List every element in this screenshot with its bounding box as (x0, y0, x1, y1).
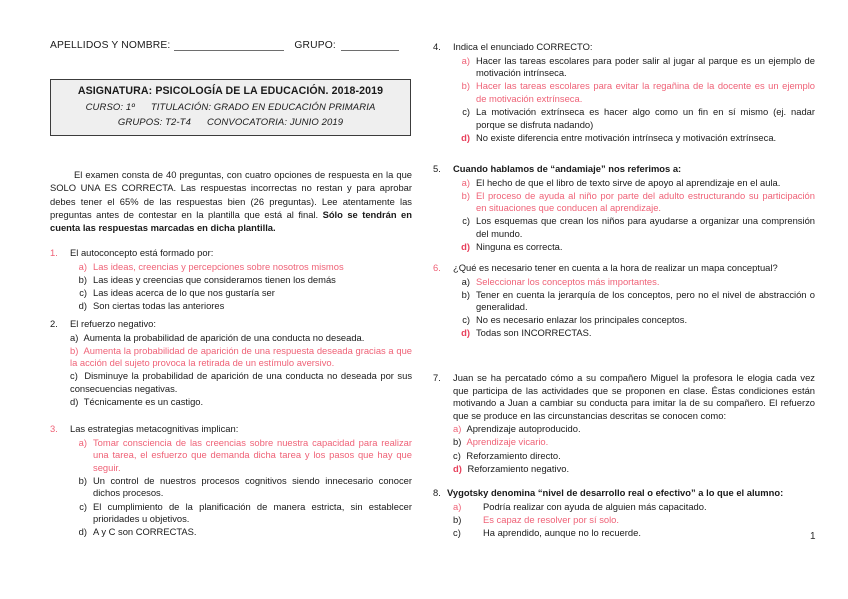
option-text: Los esquemas que crean los niños para ayudarse a organizar una comprensión del mundo. (476, 215, 815, 239)
option-letter: b) (453, 436, 462, 448)
option-letter: c) (79, 500, 87, 512)
question-7-header (433, 372, 815, 422)
question-3-number: 3. (50, 423, 58, 434)
option-letter: d) (453, 462, 462, 474)
option-text: Reforzamiento negativo. (467, 462, 570, 474)
question-7-option-c[interactable] (453, 450, 815, 463)
question-7-option-a[interactable] (453, 423, 815, 436)
question-3-option-b[interactable] (70, 475, 412, 500)
option-letter: c) (462, 215, 470, 227)
option-letter: a) (78, 436, 87, 448)
option-text: El cumplimiento de la planificación de manera estricta, sin establecer prioridades u objetivos. (93, 500, 412, 525)
question-3-header (50, 423, 412, 436)
question-4-header (433, 41, 815, 54)
option-text: Podría realizar con ayuda de alguien más capacitado. (483, 500, 707, 512)
question-5-option-c[interactable] (453, 215, 815, 240)
option-letter: d) (461, 131, 470, 143)
question-7 (433, 372, 815, 475)
question-1-options (50, 261, 412, 313)
option-text: No existe diferencia entre motivación intrínseca y motivación extrínseca. (476, 131, 777, 143)
question-4-option-b[interactable] (453, 80, 815, 105)
question-8-stem: Vygotsky denomina “nivel de desarrollo real o efectivo” a lo que el alumno: (447, 487, 784, 498)
course-degree-line (57, 102, 404, 113)
surname-name-blank[interactable] (174, 41, 284, 51)
question-1-option-c[interactable] (70, 287, 412, 300)
question-2-option-b[interactable] (70, 345, 412, 370)
groups-session-line (57, 117, 404, 128)
groups-value: GRUPOS: T2-T4 (117, 117, 191, 128)
option-text: Disminuye la probabilidad de aparición de una conducta no deseada por sus consecuencias negativas. (70, 370, 413, 394)
question-7-stem: Juan se ha percatado cómo a su compañero Miguel la profesora le elogia cada vez que participa de las actividades que se proponen en clase. Éstas condiciones están motivando a Juan a cambiar su conducta para imitar la de su compañero. El refuerzo que se produce en las circunstancias descritas se conocen como: (453, 372, 815, 421)
question-8-option-c[interactable] (453, 527, 815, 540)
option-letter: a) (70, 331, 79, 343)
option-letter: a) (461, 54, 470, 66)
question-5 (433, 163, 815, 254)
question-4-number: 4. (433, 41, 441, 52)
question-2-option-a[interactable] (70, 332, 412, 345)
option-text: Un control de nuestros procesos cognitivos siendo innecesario conocer dichos procesos. (93, 474, 412, 499)
option-letter: a) (453, 500, 462, 512)
degree-value: TITULACIÓN: GRADO EN EDUCACIÓN PRIMARIA (150, 102, 376, 113)
question-7-options (433, 423, 815, 475)
option-text: Aprendizaje autoproducido. (466, 423, 581, 435)
exam-instructions (50, 168, 412, 234)
option-text: Las ideas y creencias que consideramos tienen los demás (93, 273, 336, 285)
option-letter: c) (70, 370, 78, 382)
option-letter: a) (461, 176, 470, 188)
question-1-stem: El autoconcepto está formado por: (70, 247, 214, 258)
question-3-option-a[interactable] (70, 437, 412, 475)
question-7-number: 7. (433, 372, 441, 383)
option-text: Seleccionar los conceptos más importantes. (476, 275, 660, 287)
question-6-option-c[interactable] (453, 314, 815, 327)
option-letter: b) (78, 474, 87, 486)
question-7-option-b[interactable] (453, 436, 815, 449)
question-2-header (50, 318, 412, 331)
question-3-stem: Las estrategias metacognitivas implican: (70, 423, 239, 434)
option-text: Reforzamiento directo. (466, 449, 561, 461)
option-text: Tener en cuenta la jerarquía de los conceptos, pero no el nivel de abstracción o generalidad. (476, 288, 815, 313)
option-text: Es capaz de resolver por sí solo. (483, 513, 620, 525)
question-5-stem: Cuando hablamos de “andamiaje” nos referimos a: (453, 163, 682, 174)
option-text: Hacer las tareas escolares para evitar la regañina de la docente es un ejemplo de motivación extrínseca. (476, 80, 815, 104)
option-letter: b) (78, 273, 87, 285)
question-2-stem: El refuerzo negativo: (70, 318, 156, 329)
option-text: El hecho de que el libro de texto sirve de apoyo al aprendizaje en el aula. (476, 176, 781, 188)
question-3-options (50, 437, 412, 539)
question-1-option-d[interactable] (70, 300, 412, 313)
option-letter: b) (453, 513, 462, 525)
question-6 (433, 262, 815, 340)
question-5-header (433, 163, 815, 176)
option-text: Las ideas, creencias y percepciones sobre nosotros mismos (93, 260, 344, 272)
option-letter: a) (461, 275, 470, 287)
question-8-options (433, 501, 815, 540)
option-letter: d) (78, 299, 87, 311)
course-value: CURSO: 1º (85, 102, 135, 113)
question-8-number: 8. (433, 487, 441, 498)
question-6-option-a[interactable] (453, 276, 815, 289)
surname-name-label: APELLIDOS Y NOMBRE: (50, 40, 171, 51)
option-text: Aprendizaje vicario. (466, 436, 549, 448)
option-letter: b) (461, 288, 470, 300)
question-8-option-b[interactable] (453, 514, 815, 527)
subject-title: ASIGNATURA: PSICOLOGÍA DE LA EDUCACIÓN. 2018-2019 (77, 85, 384, 97)
option-text: La motivación extrínseca es hacer algo como un fin en sí mismo (ej. nadar porque se disfruta nadando) (476, 105, 815, 130)
question-2-number: 2. (50, 318, 58, 329)
question-6-options (433, 276, 815, 340)
question-6-header (433, 262, 815, 275)
question-1-number: 1. (50, 247, 58, 258)
option-text: Hacer las tareas escolares para poder salir al jugar al parque es un ejemplo de motivación intrínseca. (476, 54, 815, 79)
option-letter: b) (70, 344, 79, 356)
option-text: Técnicamente es un castigo. (83, 396, 204, 408)
question-6-option-d[interactable] (453, 327, 815, 340)
question-3-option-c[interactable] (70, 501, 412, 526)
question-4 (433, 41, 815, 144)
instructions-text: El examen consta de 40 preguntas, con cuatro opciones de respuesta en la que SOLO UNA ES CORRECTA. Las respuestas incorrectas no restan y para aprobar debes tener el 65% de las respuestas bien (26 preguntas). Lee atentamente las preguntas antes de contestar en la plantilla que está al final. (50, 169, 412, 220)
option-letter: c) (462, 105, 470, 117)
question-1-option-a[interactable] (70, 261, 412, 274)
option-letter: d) (461, 327, 470, 339)
question-4-option-d[interactable] (453, 132, 815, 145)
option-text: Aumenta la probabilidad de aparición de una conducta no deseada. (83, 331, 365, 343)
option-text: El proceso de ayuda al niño por parte del adulto estructurando su participación en situaciones que conducen al aprendizaje. (476, 189, 815, 214)
option-letter: a) (453, 423, 462, 435)
option-text: A y C son CORRECTAS. (93, 526, 197, 538)
instructions-bold-text: Sólo se tendrán en cuenta las respuestas marcadas en dicha plantilla. (50, 208, 412, 234)
question-3-option-d[interactable] (70, 526, 412, 539)
option-letter: b) (461, 189, 470, 201)
question-8-header (433, 487, 815, 500)
question-6-option-b[interactable] (453, 289, 815, 314)
question-2-options (50, 332, 412, 409)
question-7-option-d[interactable] (453, 463, 815, 476)
option-letter: a) (78, 260, 87, 272)
exam-header-box (50, 79, 411, 136)
question-4-option-a[interactable] (453, 55, 815, 80)
question-4-option-c[interactable] (453, 106, 815, 131)
question-3 (50, 423, 412, 539)
session-value: CONVOCATORIA: JUNIO 2019 (206, 117, 344, 128)
option-letter: c) (462, 314, 470, 326)
option-text: No es necesario enlazar los principales conceptos. (476, 314, 688, 326)
question-2 (50, 318, 412, 409)
question-8-option-a[interactable] (453, 501, 815, 514)
option-letter: d) (461, 241, 470, 253)
question-5-options (433, 177, 815, 254)
question-6-stem: ¿Qué es necesario tener en cuenta a la hora de realizar un mapa conceptual? (453, 262, 778, 273)
option-letter: d) (70, 396, 79, 408)
option-text: Las ideas acerca de lo que nos gustaría ser (93, 286, 275, 298)
question-8 (433, 487, 815, 539)
option-text: Ninguna es correcta. (476, 241, 563, 253)
question-4-stem: Indica el enunciado CORRECTO: (453, 41, 593, 52)
group-label: GRUPO: (294, 40, 336, 51)
page-number: 1 (810, 531, 816, 542)
question-2-option-d[interactable] (70, 396, 412, 409)
question-5-option-a[interactable] (453, 177, 815, 190)
question-6-number: 6. (433, 262, 441, 273)
option-letter: c) (79, 286, 87, 298)
question-4-options (433, 55, 815, 145)
student-identification-line (50, 40, 399, 51)
option-letter: c) (453, 526, 461, 538)
option-text: Tomar consciencia de las creencias sobre nuestra capacidad para realizar una tarea, el esfuerzo que demanda dicha tarea y los pasos que hay que seguir. (93, 436, 412, 473)
option-text: Ha aprendido, aunque no lo recuerde. (483, 526, 641, 538)
option-text: Aumenta la probabilidad de aparición de una respuesta deseada gracias a que la acción del sujeto provoca la retirada de un estímulo aversivo. (70, 344, 412, 369)
option-letter: d) (78, 526, 87, 538)
option-text: Todas son INCORRECTAS. (476, 327, 592, 339)
question-5-option-d[interactable] (453, 241, 815, 254)
option-letter: c) (453, 449, 461, 461)
question-1-header (50, 247, 412, 260)
question-1 (50, 247, 412, 312)
question-5-number: 5. (433, 163, 441, 174)
question-5-option-b[interactable] (453, 190, 815, 215)
question-1-option-b[interactable] (70, 274, 412, 287)
option-letter: b) (461, 80, 470, 92)
group-blank[interactable] (341, 41, 399, 51)
option-text: Son ciertas todas las anteriores (93, 299, 225, 311)
question-2-option-c[interactable] (70, 370, 412, 395)
